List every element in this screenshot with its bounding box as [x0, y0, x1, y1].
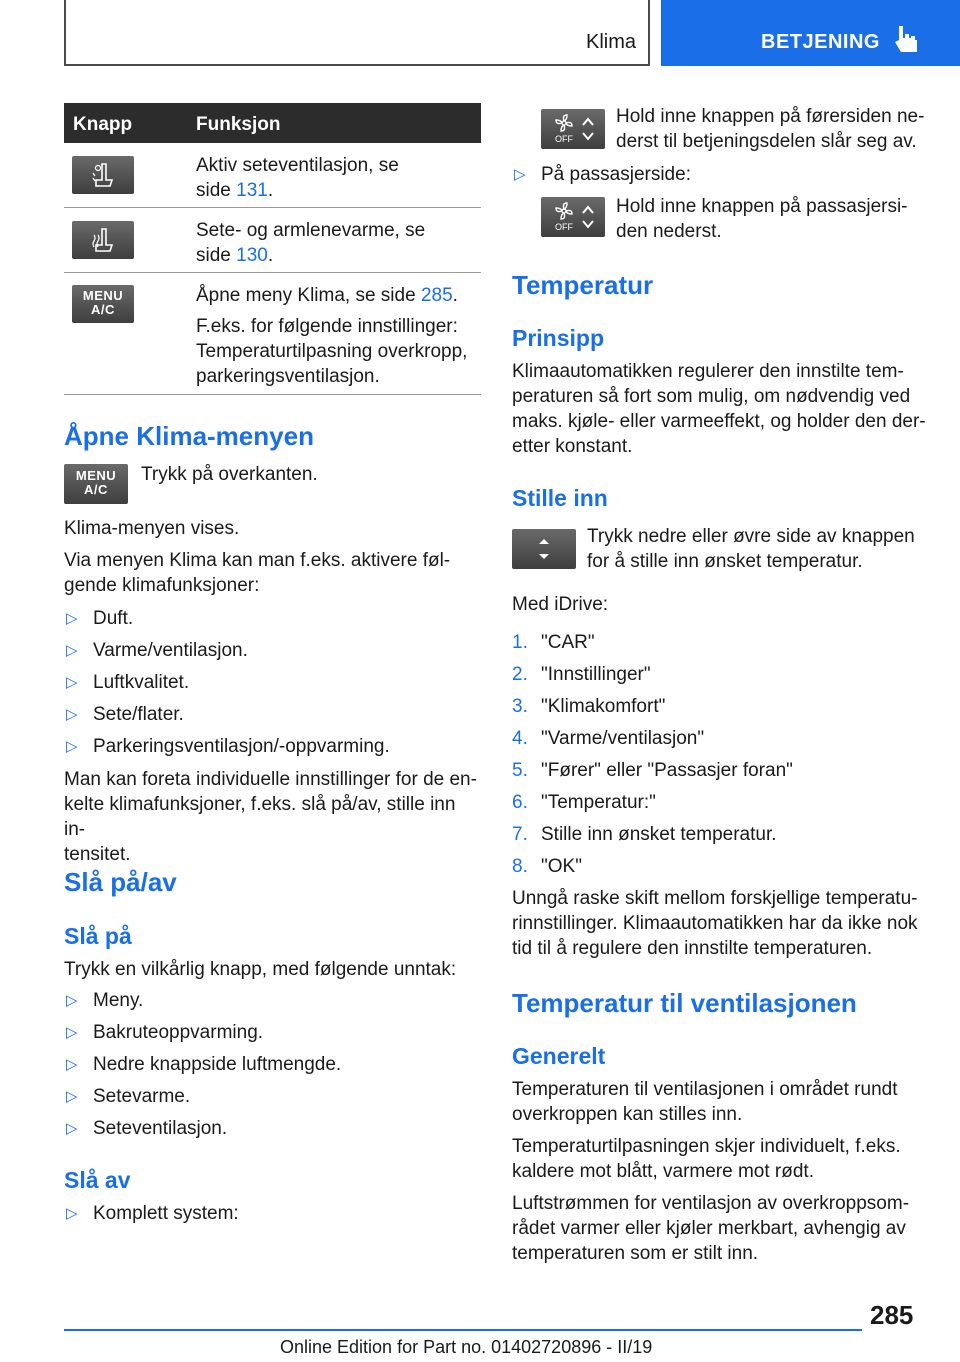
heading-switch-on: Slå på: [64, 923, 132, 949]
temperature-rocker-button-image: [512, 529, 576, 569]
footer-edition-text: Online Edition for Part no. 01402720896 - II/19: [280, 1337, 653, 1357]
list-item: 7. Stille inn ønsket temperatur.: [512, 824, 777, 845]
table-row: [64, 273, 481, 395]
page-link[interactable]: 131: [236, 180, 268, 201]
table-cell-function: Åpne meny Klima, se side 285. F.eks. for følgende innstillinger: Temperaturtilpasning overkropp, parkeringsventilasjon.: [196, 285, 468, 387]
fan-off-icon: [541, 109, 605, 149]
page-header: [64, 0, 960, 66]
list-item: ▷ Luftkvalitet.: [64, 670, 189, 695]
list-item: ▷ På passasjerside:: [512, 162, 691, 187]
fan-off-button-image: [541, 109, 605, 149]
header-chapter-label: BETJENING: [761, 31, 880, 53]
paragraph: Klima-menyen vises.: [64, 518, 240, 539]
list-item: 6. "Temperatur:": [512, 792, 656, 813]
menu-ac-button-image: MENU A/C: [72, 285, 134, 323]
seat-ventilation-icon: [72, 156, 134, 194]
table-cell-function: Sete- og armlenevarme, se side 130.: [196, 220, 426, 266]
table-row: [64, 143, 481, 208]
page-link[interactable]: 130: [236, 245, 268, 266]
fan-off-button-image: [541, 197, 605, 237]
seat-heating-button-image: [72, 221, 134, 259]
table-header-button: Knapp: [73, 114, 133, 135]
list-item: 3. "Klimakomfort": [512, 696, 666, 717]
table-header: [64, 103, 481, 143]
paragraph: Unngå raske skift mellom forskjellige temperatu- rinnstillinger. Klimaautomatikken har da ikke nok tid til å regulere den innstilte temperaturen.: [512, 888, 918, 959]
paragraph: Temperaturen til ventilasjonen i området rundt overkroppen kan stilles inn.: [512, 1079, 898, 1125]
list-item: ▷ Bakruteoppvarming.: [64, 1020, 263, 1045]
list-item: ▷ Parkeringsventilasjon/-oppvarming.: [64, 734, 390, 759]
svg-text:OFF: OFF: [555, 222, 573, 232]
list-item: 4. "Varme/ventilasjon": [512, 728, 705, 749]
table-header-function: Funksjon: [196, 114, 281, 135]
svg-text:OFF: OFF: [555, 134, 573, 144]
header-section-title: Klima: [585, 31, 636, 53]
heading-principle: Prinsipp: [512, 325, 605, 351]
open-menu-instruction: Trykk på overkanten.: [141, 464, 318, 485]
list-item: ▷ Setevarme.: [64, 1084, 190, 1109]
list-item: 2. "Innstillinger": [512, 664, 651, 685]
adjust-instruction: Trykk nedre eller øvre side av knappen for å stille inn ønsket temperatur.: [587, 526, 915, 572]
paragraph: Man kan foreta individuelle innstillinger for de en- kelte klimafunksjoner, f.eks. slå på/av, stille inn in- tensitet.: [64, 769, 477, 865]
seat-heating-icon: [72, 221, 134, 259]
paragraph: Klimaautomatikken regulerer den innstilte tem- peraturen så fort som mulig, om nødvendig ved maks. kjøle- eller varmeeffekt, og holder den der- etter konstant.: [512, 361, 926, 457]
list-item: ▷ Sete/flater.: [64, 702, 184, 727]
header-frame: [64, 0, 650, 66]
paragraph: Med iDrive:: [512, 594, 609, 615]
list-item: ▷ Duft.: [64, 606, 133, 631]
menu-ac-button-image: MENU A/C: [64, 464, 128, 504]
button-function-table: [64, 103, 481, 395]
page-link[interactable]: 285: [420, 285, 453, 306]
list-item: 1. "CAR": [512, 632, 595, 653]
heading-temperature: Temperatur: [512, 270, 654, 300]
paragraph: Via menyen Klima kan man f.eks. aktivere føl- gende klimafunksjoner:: [64, 550, 451, 596]
up-down-arrow-icon: [512, 529, 576, 569]
hand-pointer-icon: [893, 24, 921, 56]
header-chapter-tab: [661, 0, 960, 66]
list-item: ▷ Varme/ventilasjon.: [64, 638, 248, 663]
seat-ventilation-button-image: [72, 156, 134, 194]
table-cell-function: Aktiv seteventilasjon, se side 131.: [196, 155, 399, 201]
paragraph: Trykk en vilkårlig knapp, med følgende unntak:: [64, 959, 457, 980]
fan-off-icon: [541, 197, 605, 237]
heading-open-climate-menu: Åpne Klima-menyen: [64, 421, 314, 451]
heading-general: Generelt: [512, 1043, 606, 1069]
page-number: 285: [870, 1300, 914, 1330]
paragraph: Temperaturtilpasningen skjer individuelt, f.eks. kaldere mot blått, varmere mot rødt.: [512, 1136, 901, 1182]
passenger-side-instruction: Hold inne knappen på passasjersi- den nederst.: [616, 196, 908, 242]
heading-vent-temperature: Temperatur til ventilasjonen: [512, 988, 857, 1018]
paragraph: Luftstrømmen for ventilasjon av overkroppsom- rådet varmer eller kjøler merkbart, avhengig av temperaturen som er stilt inn.: [512, 1193, 910, 1264]
heading-adjust: Stille inn: [512, 485, 608, 511]
list-item: ▷ Meny.: [64, 988, 143, 1013]
driver-side-instruction: Hold inne knappen på førersiden ne- derst til betjeningsdelen slår seg av.: [616, 106, 925, 152]
heading-on-off: Slå på/av: [64, 867, 177, 897]
table-row: [64, 208, 481, 273]
list-item: ▷ Seteventilasjon.: [64, 1116, 227, 1141]
list-item: ▷ Komplett system:: [64, 1201, 239, 1226]
list-item: 8. "OK": [512, 856, 582, 877]
list-item: ▷ Nedre knappside luftmengde.: [64, 1052, 341, 1077]
heading-switch-off: Slå av: [64, 1167, 131, 1193]
list-item: 5. "Fører" eller "Passasjer foran": [512, 760, 793, 781]
footer-divider: [64, 1329, 862, 1331]
